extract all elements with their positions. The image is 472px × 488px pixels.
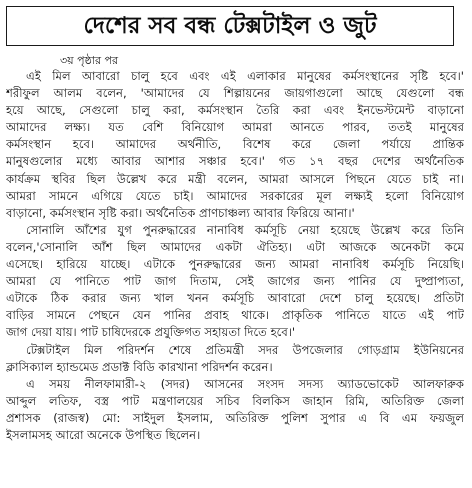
article-line: বলেন,'সোনালি আঁশ ছিল আমাদের একটা ঐতিহ্য। এটা আজকে অনেকটা কমে <box>6 239 464 254</box>
next-article-cutoff <box>6 478 464 488</box>
article-line: বাড়ানো, কর্মসংস্থান সৃষ্টি করা। অর্থনৈতিক প্রাণচাঞ্চল্য আবার ফিরিয়ে আনা।' <box>6 205 355 220</box>
article-line: এটাকে ঠিক করার জন্য খাল খনন কর্মসূচি আবারো দেশে চালু হয়েছে। প্রতিটা <box>6 291 464 306</box>
article-line: শরীফুল আলম বলেন, 'আমাদের যে শিল্পায়নের জায়গাগুলো আছে যেগুলো বন্ধ <box>6 86 464 101</box>
article-line: টেক্সটাইল মিল পরিদর্শন শেষে প্রতিমন্ত্রী সদর উপজেলার গোড়গ্রাম ইউনিয়নের <box>26 342 464 357</box>
article-line: কর্মসংস্থান হবে। আমাদের অর্থনীতি, বিশেষ করে জেলা পর্যায়ে প্রান্তিক <box>6 137 464 152</box>
headline: দেশের সব বন্ধ টেক্সটাইল ও জুট <box>83 12 377 39</box>
article-line: মানুষগুলোর মধ্যে আবার আশার সঞ্চার হবে।' গত ১৭ বছর দেশের অর্থনৈতিক <box>6 154 464 169</box>
article-body <box>6 68 464 444</box>
continued-from-label: ৩য় পৃষ্ঠার পর <box>60 54 119 67</box>
article-line: বাড়ির সামনে পেছনে যেন পানির প্রবাহ থাকে। প্রাকৃতিক পানিতে যাতে এই পাট <box>6 308 464 323</box>
article-line: সোনালি আঁশের যুগ পুনরুদ্ধারের নানাবিধ কর্মসূচি নেয়া হয়েছে উল্লেখ করে তিনি <box>26 222 464 237</box>
article-line: ক্লাসিক্যাল হ্যান্ডমেড প্রডাক্ট বিডি কারখানা পরিদর্শন করেন। <box>6 359 273 374</box>
article-line: আমরা সামনে এগিয়ে যেতে চাই। আমাদের সরকারের মূল লক্ষ্যই হলো বিনিয়োগ <box>6 188 464 203</box>
article-line: প্রশাসক (রাজস্ব) মো: সাইদুল ইসলাম, অতিরিক্ত পুলিশ সুপার এ বি এম ফয়জুল <box>6 410 464 425</box>
headline-box <box>6 6 454 46</box>
article-line: এ সময় নীলফামারী-২ (সদর) আসনের সংসদ সদস্য অ্যাডভোকেট আলফারুক <box>26 376 464 391</box>
article-line: আমরা যে পানিতে পাট জাগ দিতাম, সেই জাগের জন্য পানির যে দুষ্প্রাপ্যতা, <box>6 274 464 289</box>
article-line: কার্যক্রম স্থবির ছিল উল্লেখ করে মন্ত্রী বলেন, আমরা আসলে পিছনে যেতে চাই না। <box>6 171 464 186</box>
article-line: হয়ে আছে, সেগুলো চালু করা, কর্মসংস্থান তৈরি করা এবং ইনভেস্টমেন্ট বাড়ানো <box>6 103 464 118</box>
article-line: জাগ দেয়া যায়। পাট চাষিদেরকে প্রযুক্তিগত সহায়তা দিতে হবে।' <box>6 325 296 340</box>
article-line: ইসলামসহ আরো অনেকে উপস্থিত ছিলেন। <box>6 427 201 442</box>
article-line: এই মিল আবারো চালু হবে এবং এই এলাকার মানুষের কর্মসংস্থানের সৃষ্টি হবে।' <box>26 69 464 83</box>
article-line: এসেছে। হারিয়ে যাচ্ছে। এটাকে পুনরুদ্ধারের জন্য আমরা নানাবিধ কর্মসূচি নিয়েছি। <box>6 257 464 272</box>
article-line: আব্দুল লতিফ, বস্ত্র পাট মন্ত্রণালয়ের সচিব বিলকিস জাহান রিমি, অতিরিক্ত জেলা <box>6 393 464 408</box>
article-line: আমাদের লক্ষ্য। যত বেশি বিনিয়োগ আমরা আনতে পারব, ততই মানুষের <box>6 120 464 135</box>
